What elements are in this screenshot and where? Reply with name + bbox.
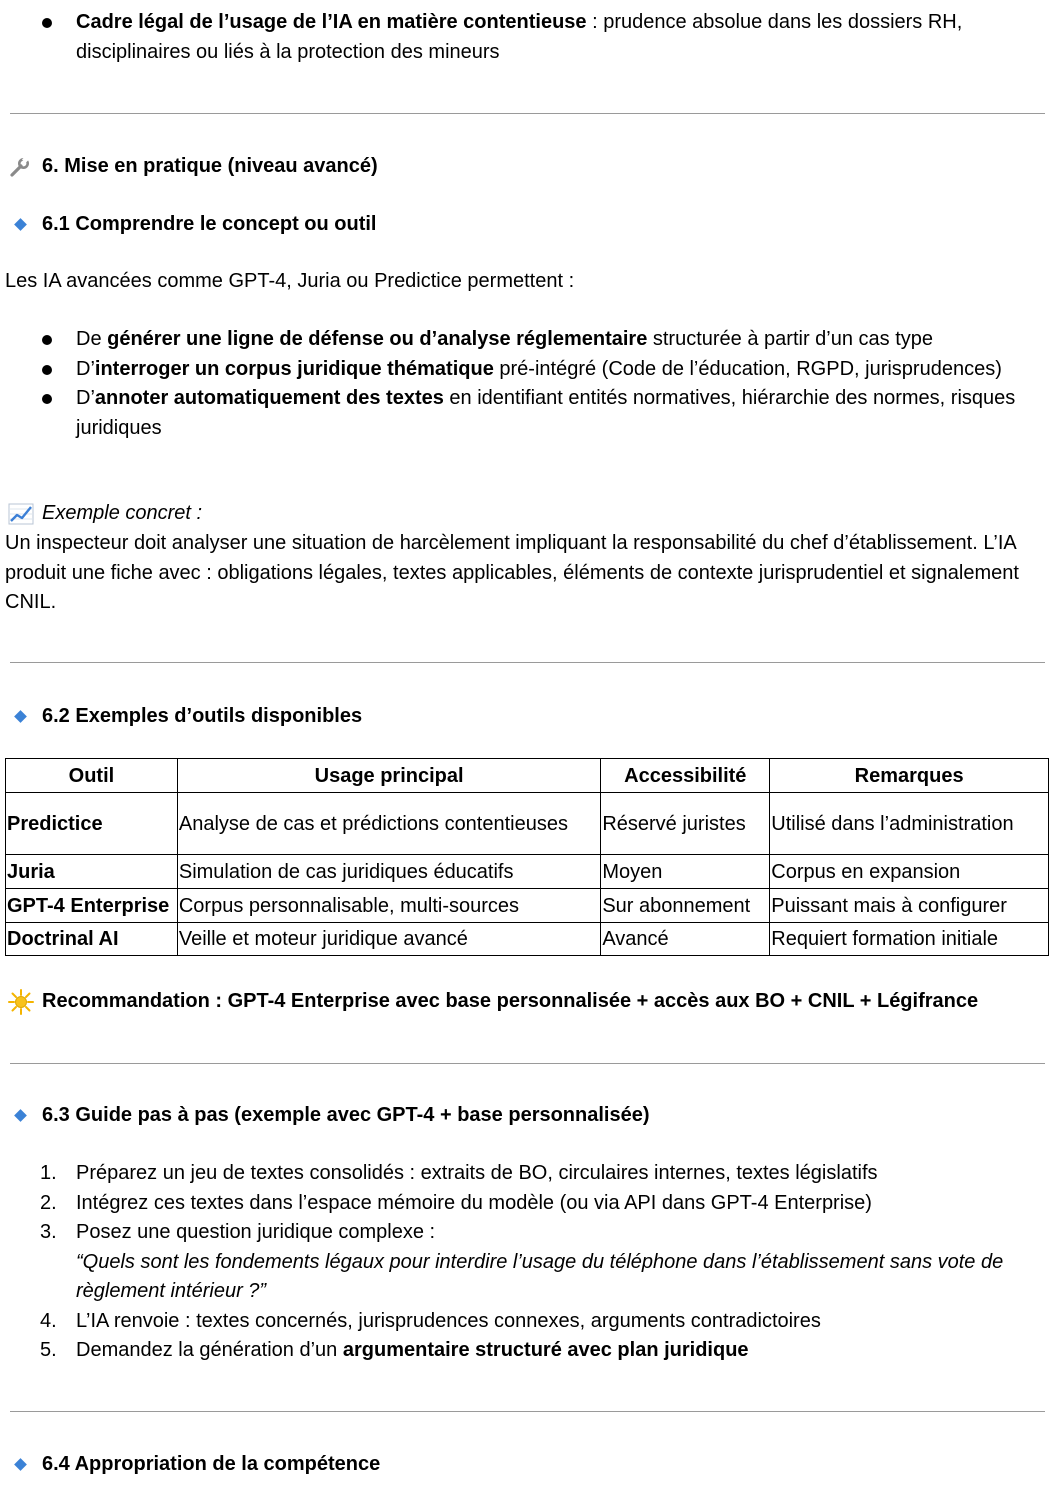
step-text: Préparez un jeu de textes consolidés : extraits de BO, circulaires internes, textes législatifs (76, 1162, 878, 1184)
bullet-dot (42, 394, 52, 404)
step-number: 1. (40, 1162, 57, 1184)
blue-diamond-icon (8, 220, 36, 229)
table-cell: Predictice (6, 793, 178, 855)
wrench-icon (8, 155, 36, 179)
recommendation-text: Recommandation : GPT-4 Enterprise avec base personnalisée + accès aux BO + CNIL + Légifrance (42, 990, 979, 1012)
steps-list (0, 1159, 1055, 1366)
section-divider (10, 1411, 1045, 1412)
list-item (0, 8, 1055, 67)
example-label-text: Exemple concret : (42, 502, 203, 524)
step-text: Demandez la génération d’un (76, 1339, 343, 1361)
table-cell: Corpus personnalisable, multi-sources (177, 889, 600, 923)
top-bullet-list (0, 8, 1055, 67)
table-cell: Avancé (601, 923, 770, 956)
step-text: Intégrez ces textes dans l’espace mémoire du modèle (ou via API dans GPT-4 Enterprise) (76, 1191, 872, 1214)
list-item (0, 1189, 1055, 1219)
bullet-dot (42, 365, 52, 375)
section-6-heading (8, 152, 378, 182)
table-row (6, 793, 1049, 855)
subsection-title: 6.4 Appropriation de la compétence (42, 1453, 381, 1475)
table-cell: Utilisé dans l’administration (770, 793, 1049, 855)
blue-diamond-icon (8, 712, 36, 721)
subsection-6-3-heading (8, 1101, 650, 1131)
example-label (8, 499, 202, 529)
section-divider (10, 662, 1045, 663)
table-cell: Simulation de cas juridiques éducatifs (177, 855, 600, 889)
bullet-dot (42, 335, 52, 345)
chart-increasing-icon (8, 502, 36, 526)
bullet-text: pré-intégré (Code de l’éducation, RGPD, jurisprudences) (493, 357, 1002, 380)
subsection-6-1-heading (8, 210, 377, 240)
list-item (0, 325, 1055, 355)
table-cell: Doctrinal AI (6, 923, 178, 956)
list-item (0, 355, 1055, 385)
section-divider (10, 113, 1045, 114)
table-cell: Moyen (601, 855, 770, 889)
table-cell: Analyse de cas et prédictions contentieuses (177, 793, 600, 855)
subsection-6-4-heading (8, 1450, 380, 1480)
step-quote: “Quels sont les fondements légaux pour interdire l’usage du téléphone dans l’établissement sans vote de règlement intérieur ?” (76, 1250, 1004, 1302)
step-number: 4. (40, 1309, 57, 1332)
table-cell: Juria (6, 855, 178, 889)
list-item (0, 1307, 1055, 1337)
bullet-text: structurée à partir d’un cas type (647, 328, 934, 350)
column-header: Remarques (770, 759, 1049, 793)
bullet-bold-text: Cadre légal de l’usage de l’IA en matière contentieuse (76, 11, 587, 33)
bullet-text: en identifiant entités normatives, hiérarchie des normes, risques juridiques (76, 387, 1016, 439)
step-bold-text: argumentaire structuré avec plan juridique (342, 1339, 749, 1361)
step-number: 3. (40, 1221, 57, 1243)
step-text: L’IA renvoie : textes concernés, jurisprudences connexes, arguments contradictoires (76, 1309, 821, 1332)
bullet-text: D’ (76, 387, 95, 409)
table-header-row (6, 759, 1049, 793)
tools-table (5, 758, 1049, 956)
step-text: Posez une question juridique complexe : (76, 1221, 436, 1243)
section-title: 6. Mise en pratique (niveau avancé) (42, 155, 378, 177)
blue-diamond-icon (8, 1111, 36, 1120)
table-cell: Réservé juristes (601, 793, 770, 855)
table-cell: Puissant mais à configurer (770, 889, 1049, 923)
sun-burst-icon (8, 989, 36, 1015)
column-header: Usage principal (177, 759, 600, 793)
table-cell: Requiert formation initiale (770, 923, 1049, 956)
list-item (0, 1159, 1055, 1189)
bullet-bold-text: générer une ligne de défense ou d’analyse réglementaire (107, 328, 648, 350)
bullet-bold-text: interroger un corpus juridique thématique (94, 357, 494, 380)
table-cell: Corpus en expansion (770, 855, 1049, 889)
subsection-6-2-heading (8, 702, 362, 732)
bullet-text: : prudence absolue dans les dossiers RH, disciplinaires ou liés à la protection des mineurs (76, 11, 963, 63)
subsection-title: 6.3 Guide pas à pas (exemple avec GPT-4 + base personnalisée) (42, 1104, 650, 1126)
step-number: 5. (40, 1339, 57, 1361)
section-divider (10, 1063, 1045, 1064)
bullet-text: De (76, 328, 108, 350)
list-item (0, 384, 1055, 443)
example-paragraph: Un inspecteur doit analyser une situation de harcèlement impliquant la responsabilité du chef d’établissement. L’IA produit une fiche avec : obligations légales, textes applicables, éléments de contexte jurisprudentiel et signalement CNIL. (5, 532, 1019, 613)
blue-diamond-icon (8, 1460, 36, 1469)
list-item (0, 1218, 1055, 1307)
table-row (6, 889, 1049, 923)
recommendation-line (8, 987, 978, 1017)
table-row (6, 855, 1049, 889)
table-row (6, 923, 1049, 956)
table-cell: Veille et moteur juridique avancé (177, 923, 600, 956)
subsection-title: 6.2 Exemples d’outils disponibles (42, 705, 363, 727)
intro-paragraph: Les IA avancées comme GPT-4, Juria ou Predictice permettent : (5, 270, 575, 292)
column-header: Outil (6, 759, 178, 793)
step-number: 2. (40, 1191, 57, 1214)
column-header: Accessibilité (601, 759, 770, 793)
capability-list (0, 325, 1055, 443)
subsection-title: 6.1 Comprendre le concept ou outil (42, 213, 377, 235)
bullet-text: D’ (76, 357, 95, 380)
list-item (0, 1336, 1055, 1366)
table-cell: GPT-4 Enterprise (6, 889, 178, 923)
table-cell: Sur abonnement (601, 889, 770, 923)
bullet-bold-text: annoter automatiquement des textes (94, 387, 444, 409)
bullet-dot (42, 18, 52, 28)
